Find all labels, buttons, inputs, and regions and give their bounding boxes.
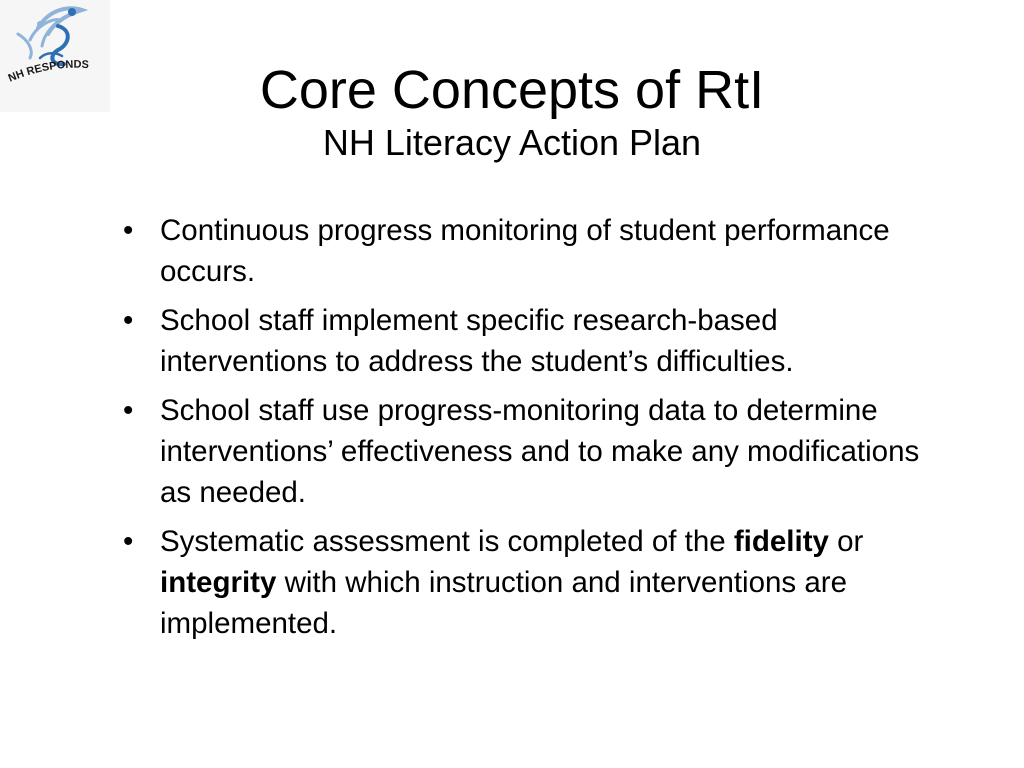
bullet-text: Continuous progress monitoring of student performance occurs. bbox=[160, 214, 890, 288]
bullet-marker: • bbox=[123, 525, 134, 558]
bullet-text: School staff use progress-monitoring data to determine interventions’ effectiveness and to make any modifications as needed. bbox=[160, 394, 920, 509]
bullet-marker: • bbox=[123, 304, 134, 337]
bullet-list bbox=[115, 210, 945, 652]
bullet-item bbox=[115, 300, 945, 382]
bullet-text-part: or bbox=[828, 525, 864, 558]
bullet-text: School staff implement specific research-based interventions to address the student’s difficulties. bbox=[160, 304, 794, 378]
bullet-emphasis-integrity: integrity bbox=[160, 566, 277, 599]
bullet-item bbox=[115, 521, 945, 644]
bullet-marker: • bbox=[123, 394, 134, 427]
bullet-emphasis-fidelity: fidelity bbox=[733, 525, 829, 558]
bullet-item bbox=[115, 390, 945, 513]
page-title: Core Concepts of RtI bbox=[259, 60, 765, 120]
title-block bbox=[0, 58, 1024, 164]
svg-text:NH RESPONDS: NH RESPONDS bbox=[6, 58, 90, 85]
bullet-text-part: Systematic assessment is completed of the bbox=[160, 525, 734, 558]
bullet-marker: • bbox=[123, 214, 134, 247]
page-subtitle: NH Literacy Action Plan bbox=[322, 122, 702, 163]
bullet-text-part: with which instruction and interventions are implemented. bbox=[160, 566, 848, 640]
bullet-item bbox=[115, 210, 945, 292]
